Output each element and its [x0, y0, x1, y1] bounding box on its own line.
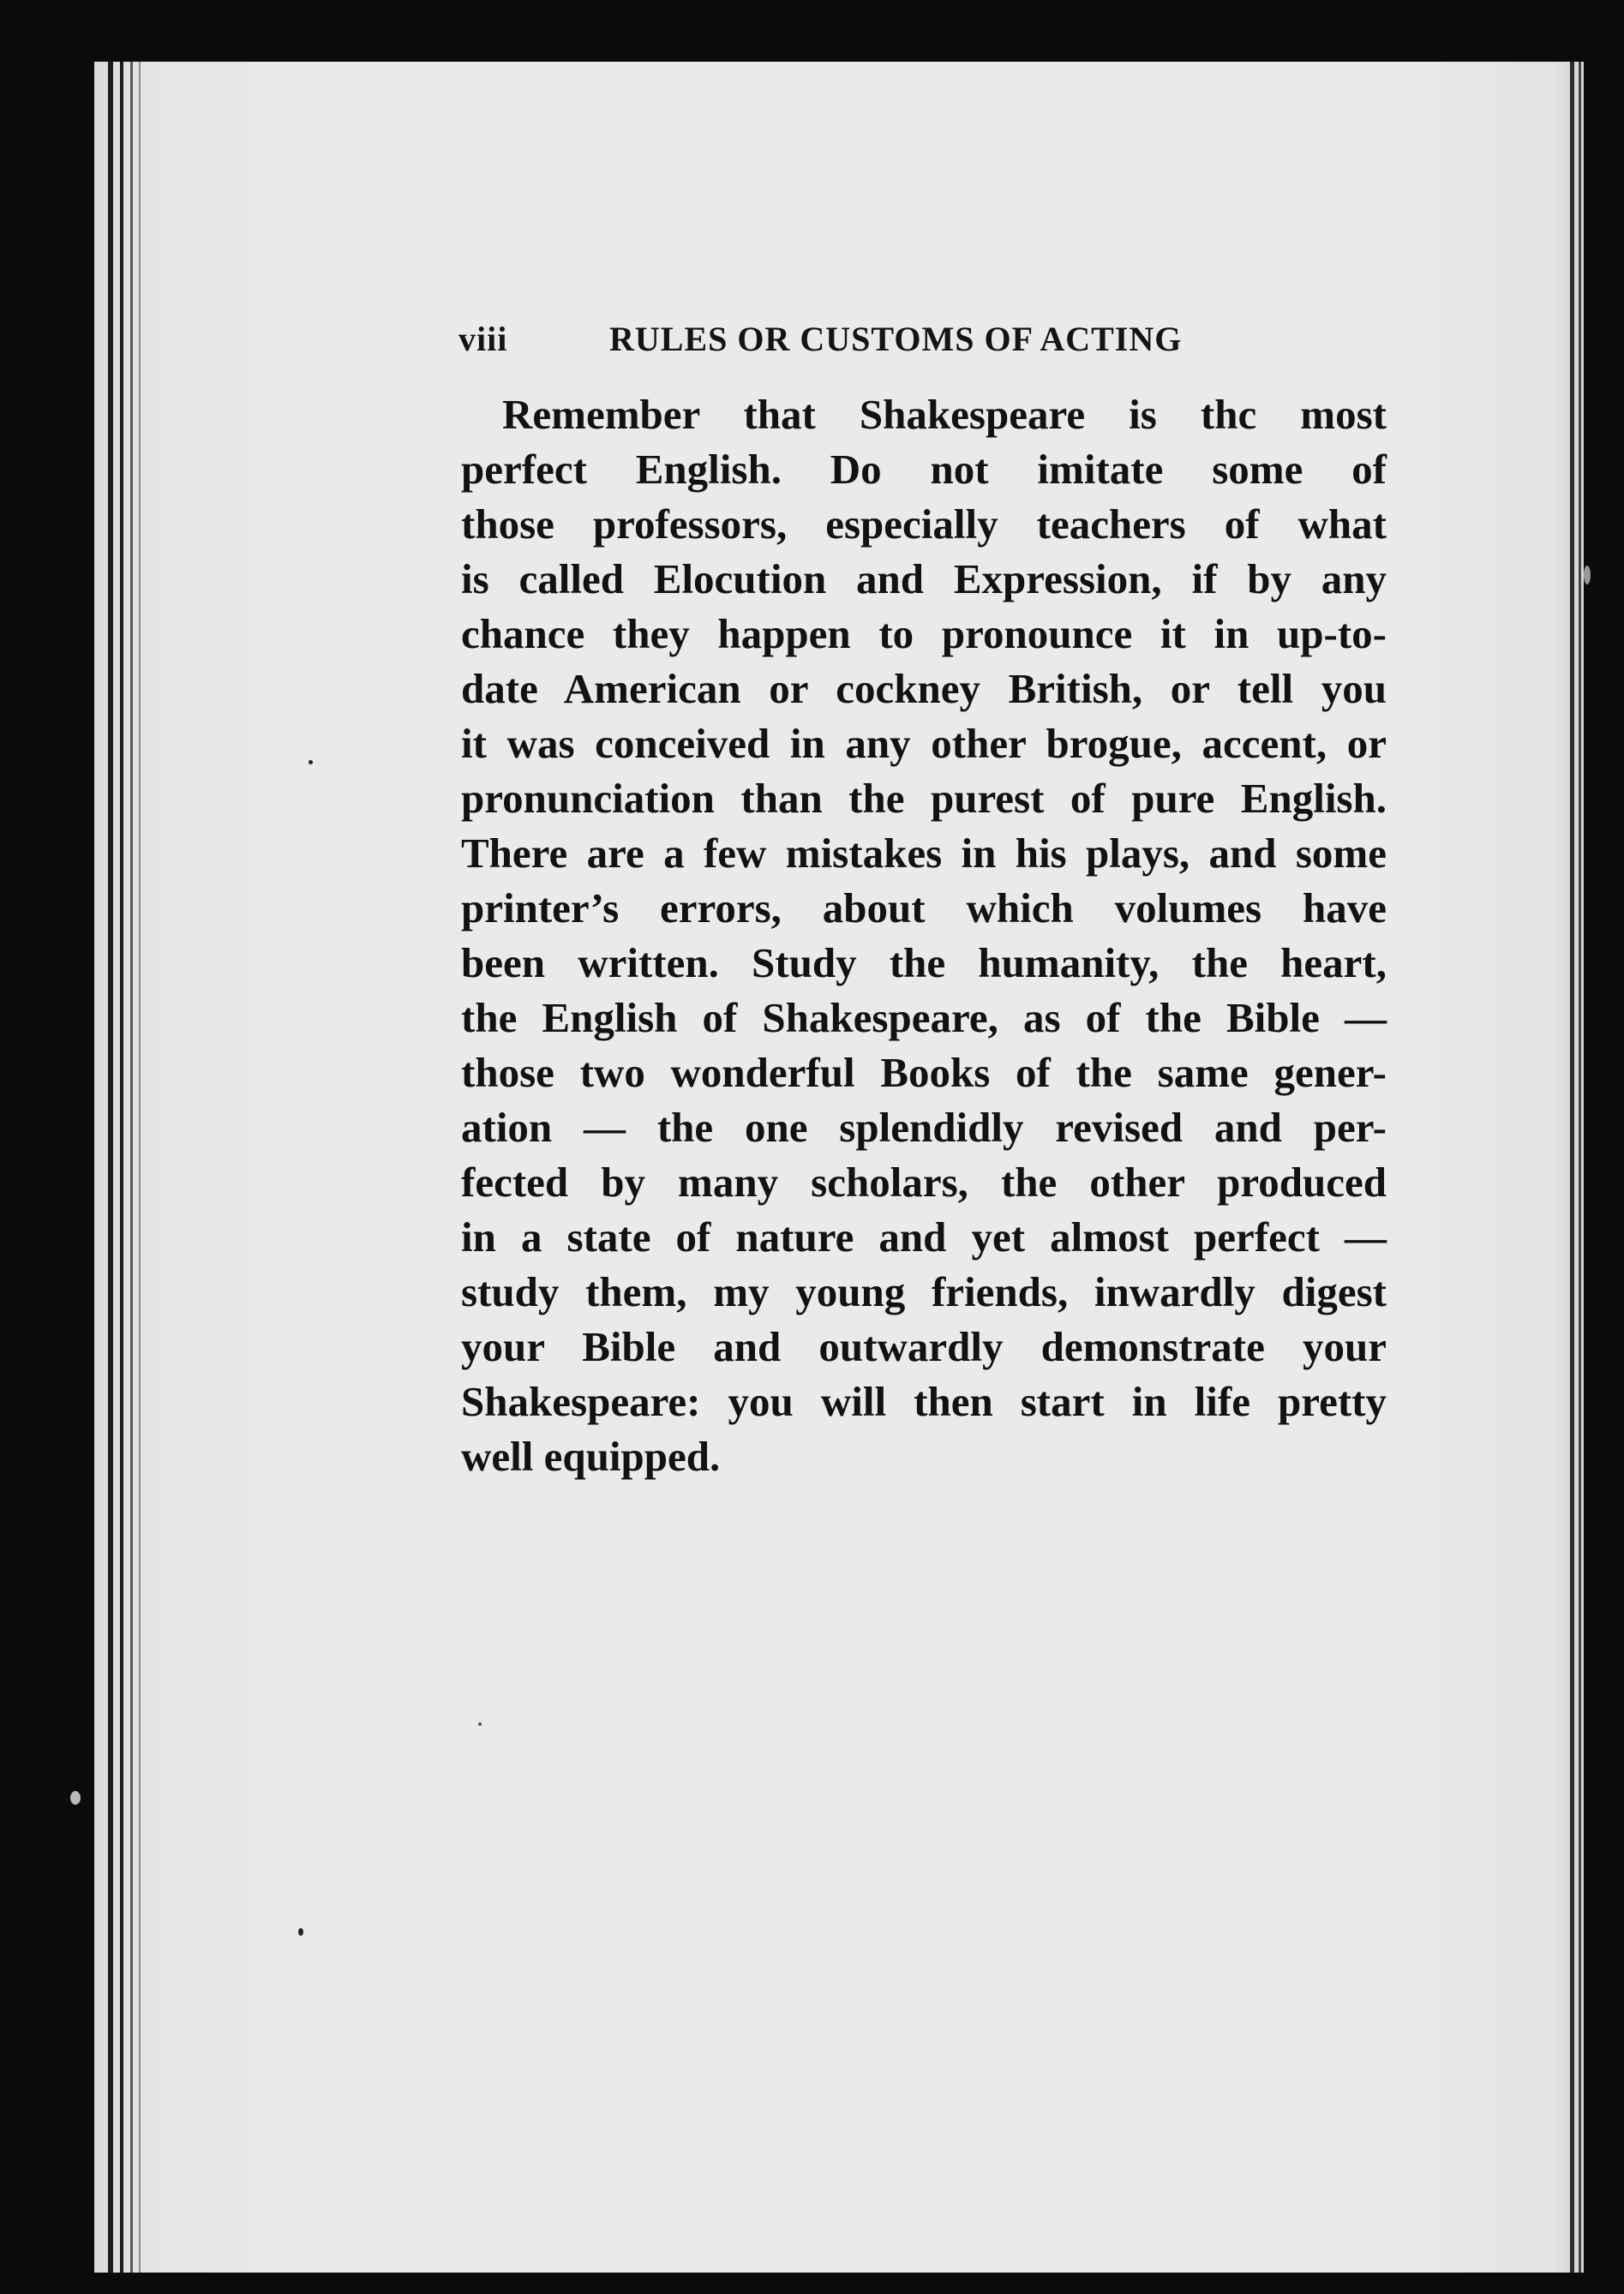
text-line: in a state of nature and yet almost perfect — — [461, 1213, 1387, 1261]
right-edge-line — [1579, 62, 1581, 2273]
right-edge-line — [1570, 62, 1574, 2273]
binding-edge-line — [120, 62, 123, 2273]
text-line: ation — the one splendidly revised and per- — [461, 1104, 1387, 1151]
text-line: well equipped. — [461, 1433, 721, 1480]
binding-edge-line — [130, 62, 133, 2273]
binding-edge-line — [108, 62, 113, 2273]
text-line: fected by many scholars, the other produced — [461, 1159, 1387, 1206]
page-number: viii — [458, 320, 508, 358]
text-line: the English of Shakespeare, as of the Bible — — [461, 994, 1387, 1041]
text-line: been written. Study the humanity, the heart, — [461, 939, 1387, 986]
binding-edge-line — [139, 62, 141, 2273]
text-line: Shakespeare: you will then start in life pretty — [461, 1378, 1387, 1425]
text-line: Remember that Shakespeare is thc most — [502, 391, 1387, 438]
text-line: printer’s errors, about which volumes have — [461, 884, 1387, 931]
running-head-title: RULES OR CUSTOMS OF ACTING — [609, 320, 1183, 358]
text-line: pronunciation than the purest of pure English. — [461, 775, 1387, 822]
text-line: perfect English. Do not imitate some of — [461, 446, 1387, 493]
text-line: those professors, especially teachers of what — [461, 500, 1387, 548]
text-line: date American or cockney British, or tell you — [461, 665, 1387, 712]
text-line: your Bible and outwardly demonstrate your — [461, 1323, 1387, 1370]
dust-speck — [478, 1722, 482, 1726]
bottom-scan-border — [94, 2273, 1624, 2294]
text-line: is called Elocution and Expression, if by any — [461, 555, 1387, 602]
text-line: chance they happen to pronounce it in up-to- — [461, 610, 1387, 657]
text-line: study them, my young friends, inwardly digest — [461, 1268, 1387, 1315]
right-scan-border — [1584, 62, 1624, 2273]
dust-speck — [309, 760, 313, 764]
dust-speck — [70, 1791, 81, 1805]
running-head — [458, 319, 1315, 370]
dust-speck — [1584, 566, 1591, 584]
text-line: it was conceived in any other brogue, accent, or — [461, 720, 1387, 767]
dust-speck — [298, 1928, 303, 1936]
text-line: There are a few mistakes in his plays, and some — [461, 830, 1387, 877]
text-line: those two wonderful Books of the same gener- — [461, 1049, 1387, 1096]
body-paragraph — [461, 387, 1387, 1484]
